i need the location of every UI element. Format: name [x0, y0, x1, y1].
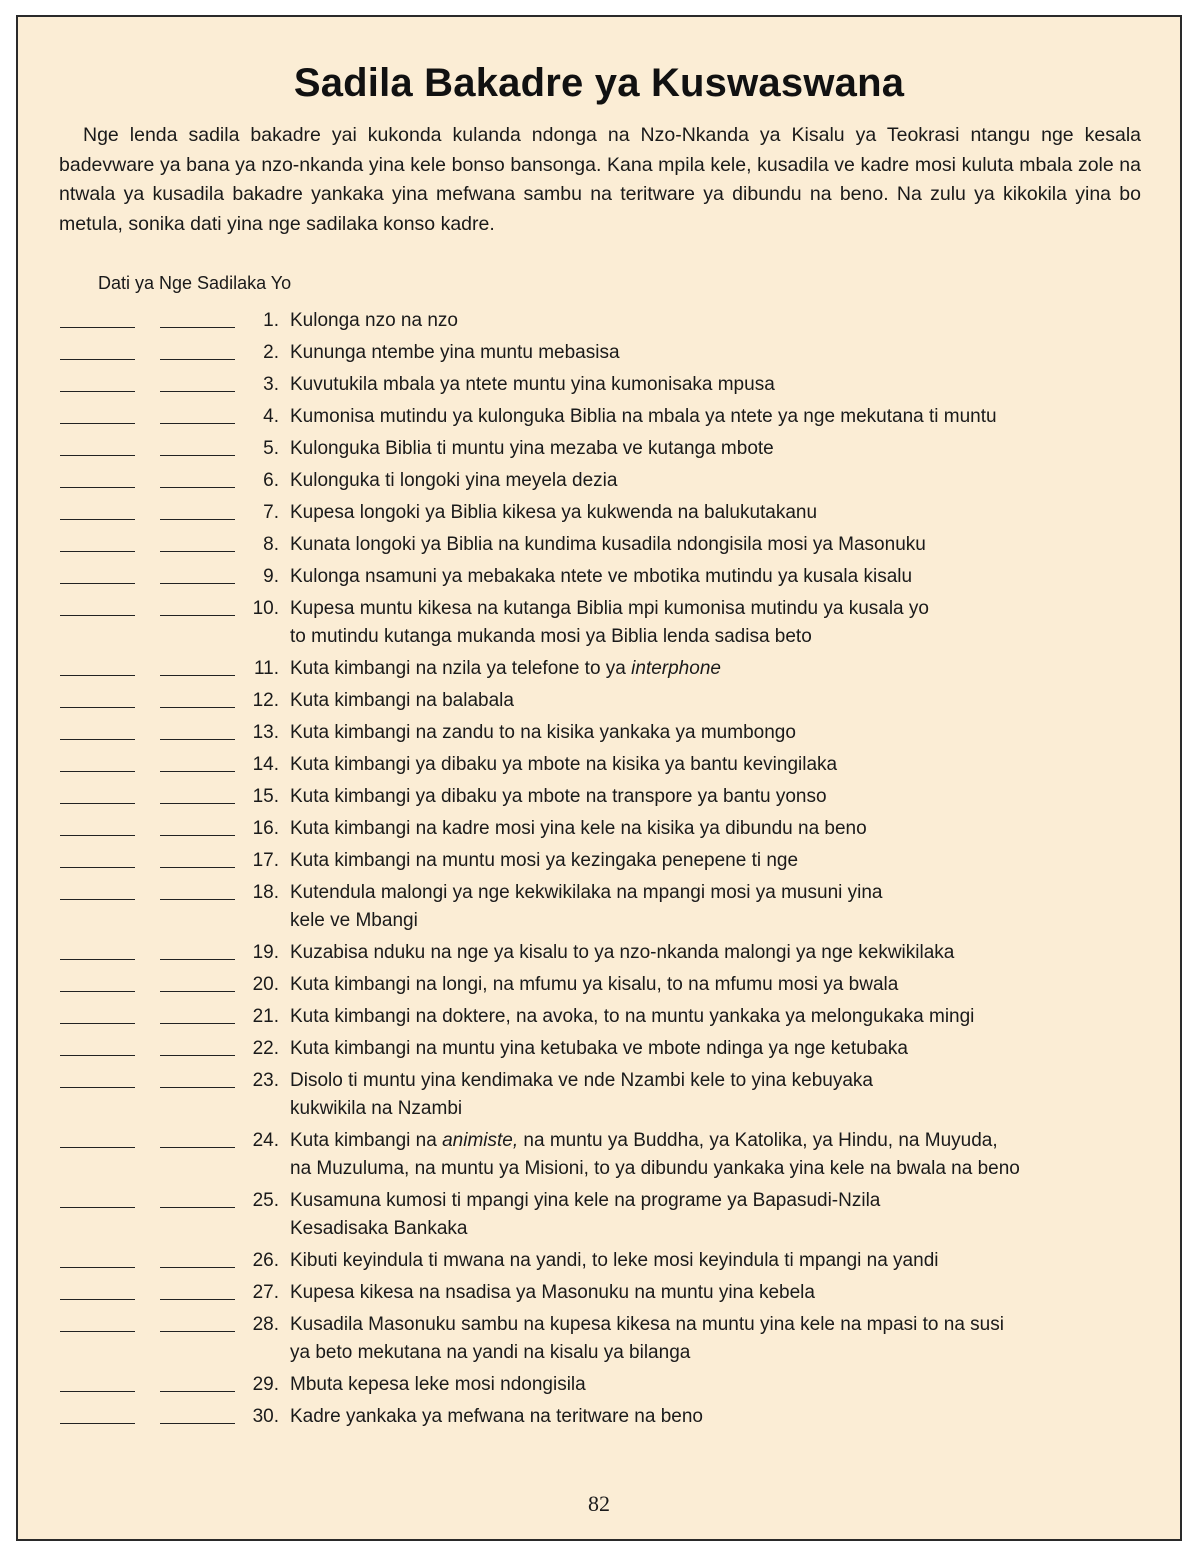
item-text — [290, 751, 1150, 779]
item-text-line: Kuta kimbangi na doktere, na avoka, to na muntu yankaka ya melongukaka mingi — [290, 1006, 975, 1027]
item-text — [290, 879, 1150, 935]
date-blank-1[interactable] — [60, 615, 135, 616]
item-text — [290, 687, 1150, 715]
date-blank-1[interactable] — [60, 867, 135, 868]
item-text — [290, 435, 1150, 463]
item-number: 12. — [252, 690, 279, 711]
item-text-line: Kuvutukila mbala ya ntete muntu yina kumonisaka mpusa — [290, 374, 775, 395]
date-blank-1[interactable] — [60, 1087, 135, 1088]
item-text-line: Kuta kimbangi na longi, na mfumu ya kisalu, to na mfumu mosi ya bwala — [290, 974, 899, 995]
date-blank-1[interactable] — [60, 423, 135, 424]
item-text-line: Kupesa muntu kikesa na kutanga Biblia mpi kumonisa mutindu ya kusala yo — [290, 598, 929, 619]
date-blank-1[interactable] — [60, 707, 135, 708]
item-text-line: Kuta kimbangi na kadre mosi yina kele na kisika ya dibundu na beno — [290, 818, 867, 839]
item-text-line: Kutendula malongi ya nge kekwikilaka na mpangi mosi ya musuni yina — [290, 882, 883, 903]
item-number: 14. — [252, 754, 279, 775]
date-blank-2[interactable] — [160, 867, 235, 868]
date-blank-1[interactable] — [60, 391, 135, 392]
date-blank-2[interactable] — [160, 1267, 235, 1268]
item-text — [290, 847, 1150, 875]
item-number: 3. — [263, 374, 279, 395]
date-blank-1[interactable] — [60, 803, 135, 804]
item-text-line-2: ya beto mekutana na yandi na kisalu ya bilanga — [290, 1342, 691, 1363]
item-number: 22. — [252, 1038, 279, 1059]
date-blank-2[interactable] — [160, 327, 235, 328]
item-number: 17. — [252, 850, 279, 871]
item-number: 1. — [263, 310, 279, 331]
item-text — [290, 971, 1150, 999]
item-text-line-2: to mutindu kutanga mukanda mosi ya Biblia lenda sadisa beto — [290, 626, 812, 647]
item-text-line: Kuta kimbangi ya dibaku ya mbote na transpore ya bantu yonso — [290, 786, 827, 807]
date-blank-2[interactable] — [160, 1087, 235, 1088]
item-text — [290, 1279, 1150, 1307]
item-text-continued: na muntu ya Buddha, ya Katolika, ya Hindu, na Muyuda, — [518, 1130, 998, 1151]
page-number: 82 — [588, 1491, 610, 1516]
item-text-line: Kuta kimbangi na — [290, 1130, 443, 1151]
item-text — [290, 1127, 1150, 1183]
date-blank-2[interactable] — [160, 519, 235, 520]
item-number: 20. — [252, 974, 279, 995]
item-text — [290, 499, 1150, 527]
date-blank-2[interactable] — [160, 1299, 235, 1300]
item-text — [290, 939, 1150, 967]
item-text — [290, 655, 1150, 683]
item-text-line: Kumonisa mutindu ya kulonguka Biblia na mbala ya ntete ya nge mekutana ti muntu — [290, 406, 997, 427]
item-text — [290, 563, 1150, 591]
date-blank-2[interactable] — [160, 1023, 235, 1024]
date-blank-2[interactable] — [160, 835, 235, 836]
item-text-line: Kusadila Masonuku sambu na kupesa kikesa na muntu yina kele na mpasi to na susi — [290, 1314, 1004, 1335]
item-number: 16. — [252, 818, 279, 839]
date-blank-2[interactable] — [160, 1147, 235, 1148]
item-text-line: Kupesa kikesa na nsadisa ya Masonuku na muntu yina kebela — [290, 1282, 815, 1303]
item-text — [290, 1403, 1150, 1431]
checklist — [18, 17, 1180, 1539]
item-number: 8. — [263, 534, 279, 555]
date-blank-2[interactable] — [160, 551, 235, 552]
item-text-line: Kibuti keyindula ti mwana na yandi, to leke mosi keyindula ti mpangi na yandi — [290, 1250, 939, 1271]
item-text — [290, 1067, 1150, 1123]
date-blank-1[interactable] — [60, 991, 135, 992]
date-blank-2[interactable] — [160, 423, 235, 424]
item-text — [290, 467, 1150, 495]
item-text — [290, 1311, 1150, 1367]
date-blank-1[interactable] — [60, 899, 135, 900]
item-text — [290, 371, 1150, 399]
item-text-line: Mbuta kepesa leke mosi ndongisila — [290, 1374, 586, 1395]
date-blank-1[interactable] — [60, 1023, 135, 1024]
item-text — [290, 783, 1150, 811]
date-blank-1[interactable] — [60, 959, 135, 960]
item-text — [290, 1003, 1150, 1031]
item-number: 30. — [252, 1406, 279, 1427]
item-text-line: Kuta kimbangi na nzila ya telefone to ya — [290, 658, 632, 679]
item-number: 6. — [263, 470, 279, 491]
item-text — [290, 1187, 1150, 1243]
item-number: 24. — [252, 1130, 279, 1151]
date-blank-2[interactable] — [160, 707, 235, 708]
date-blank-1[interactable] — [60, 1299, 135, 1300]
date-blank-1[interactable] — [60, 359, 135, 360]
item-text — [290, 595, 1150, 651]
item-number: 2. — [263, 342, 279, 363]
date-blank-2[interactable] — [160, 487, 235, 488]
item-number: 15. — [252, 786, 279, 807]
item-text — [290, 1035, 1150, 1063]
item-text-line: Kulonguka Biblia ti muntu yina mezaba ve kutanga mbote — [290, 438, 774, 459]
item-text — [290, 719, 1150, 747]
item-text-line: Kulonga nzo na nzo — [290, 310, 458, 331]
date-blank-1[interactable] — [60, 487, 135, 488]
date-blank-2[interactable] — [160, 1207, 235, 1208]
item-number: 13. — [252, 722, 279, 743]
date-blank-2[interactable] — [160, 959, 235, 960]
item-text-emphasis: interphone — [631, 658, 721, 679]
item-number: 5. — [263, 438, 279, 459]
item-text-line: Kulonga nsamuni ya mebakaka ntete ve mbotika mutindu ya kusala kisalu — [290, 566, 913, 587]
item-number: 10. — [252, 598, 279, 619]
item-number: 26. — [252, 1250, 279, 1271]
date-blank-2[interactable] — [160, 1391, 235, 1392]
item-text-line-2: kukwikila na Nzambi — [290, 1098, 463, 1119]
intro-paragraph: Nge lenda sadila bakadre yai kukonda kulanda ndonga na Nzo-Nkanda ya Kisalu ya Teokrasi ntangu nge kesala badevware ya bana ya nzo-nkanda yina kele bonso bansonga. Kana mpila kele, kusadila ve kadre mosi kuluta mbala zole na ntwala ya kusadila bakadre yankaka yina mefwana sambu na teritware ya dibundu na beno. Na zulu ya kikokila yina bo metula, sonika dati yina nge sadilaka konso kadre. — [59, 124, 1141, 235]
item-number: 21. — [252, 1006, 279, 1027]
item-text — [290, 307, 1150, 335]
item-number: 11. — [253, 658, 279, 679]
date-blank-1[interactable] — [60, 519, 135, 520]
date-blank-1[interactable] — [60, 1267, 135, 1268]
date-blank-2[interactable] — [160, 739, 235, 740]
date-blank-1[interactable] — [60, 583, 135, 584]
item-number: 28. — [252, 1314, 279, 1335]
item-text — [290, 1371, 1150, 1399]
item-text-line: Kununga ntembe yina muntu mebasisa — [290, 342, 620, 363]
date-blank-2[interactable] — [160, 455, 235, 456]
item-number: 29. — [252, 1374, 279, 1395]
date-blank-2[interactable] — [160, 1331, 235, 1332]
item-text-line: Kusamuna kumosi ti mpangi yina kele na programe ya Bapasudi-Nzila — [290, 1190, 881, 1211]
date-blank-2[interactable] — [160, 615, 235, 616]
date-blank-1[interactable] — [60, 1423, 135, 1424]
item-text-line: Kuta kimbangi na muntu mosi ya kezingaka penepene ti nge — [290, 850, 799, 871]
date-blank-2[interactable] — [160, 899, 235, 900]
date-blank-1[interactable] — [60, 771, 135, 772]
item-text — [290, 1247, 1150, 1275]
item-number: 7. — [263, 502, 279, 523]
item-text-line: Kulonguka ti longoki yina meyela dezia — [290, 470, 618, 491]
page-frame — [16, 15, 1182, 1541]
date-blank-2[interactable] — [160, 771, 235, 772]
date-blank-2[interactable] — [160, 1423, 235, 1424]
item-number: 25. — [252, 1190, 279, 1211]
page-title: Sadila Bakadre ya Kuswaswana — [293, 61, 905, 105]
item-number: 27. — [252, 1282, 279, 1303]
item-text-line: Kunata longoki ya Biblia na kundima kusadila ndongisila mosi ya Masonuku — [290, 534, 926, 555]
item-text-line: Kuzabisa nduku na nge ya kisalu to ya nzo-nkanda malongi ya nge kekwikilaka — [290, 942, 955, 963]
item-text-line-2: Kesadisaka Bankaka — [290, 1218, 468, 1239]
item-text — [290, 403, 1150, 431]
date-blank-1[interactable] — [60, 455, 135, 456]
date-blank-2[interactable] — [160, 391, 235, 392]
date-blank-1[interactable] — [60, 551, 135, 552]
date-blank-1[interactable] — [60, 675, 135, 676]
item-number: 4. — [263, 406, 279, 427]
date-blank-2[interactable] — [160, 991, 235, 992]
date-blank-2[interactable] — [160, 1055, 235, 1056]
date-blank-2[interactable] — [160, 803, 235, 804]
date-blank-1[interactable] — [60, 1055, 135, 1056]
item-text — [290, 339, 1150, 367]
item-number: 9. — [263, 566, 279, 587]
item-text-line-2: kele ve Mbangi — [290, 910, 418, 931]
date-blank-2[interactable] — [160, 675, 235, 676]
date-blank-2[interactable] — [160, 583, 235, 584]
item-text — [290, 815, 1150, 843]
item-text-line-2: na Muzuluma, na muntu ya Misioni, to ya dibundu yankaka yina kele na bwala na beno — [290, 1158, 1020, 1179]
item-number: 23. — [252, 1070, 279, 1091]
item-text-line: Kuta kimbangi na muntu yina ketubaka ve mbote ndinga ya nge ketubaka — [290, 1038, 908, 1059]
item-text-line: Kuta kimbangi na balabala — [290, 690, 514, 711]
date-blank-1[interactable] — [60, 1391, 135, 1392]
item-text — [290, 531, 1150, 559]
date-blank-1[interactable] — [60, 739, 135, 740]
item-text-line: Kuta kimbangi ya dibaku ya mbote na kisika ya bantu kevingilaka — [290, 754, 838, 775]
date-blank-1[interactable] — [60, 1331, 135, 1332]
date-blank-1[interactable] — [60, 835, 135, 836]
item-text-emphasis: animiste, — [442, 1130, 519, 1151]
item-text-line: Kadre yankaka ya mefwana na teritware na beno — [290, 1406, 703, 1427]
item-text-line: Kuta kimbangi na zandu to na kisika yankaka ya mumbongo — [290, 722, 796, 743]
date-blank-1[interactable] — [60, 1207, 135, 1208]
date-blank-2[interactable] — [160, 359, 235, 360]
item-number: 19. — [252, 942, 279, 963]
item-text-line: Kupesa longoki ya Biblia kikesa ya kukwenda na balukutakanu — [290, 502, 818, 523]
date-blank-1[interactable] — [60, 327, 135, 328]
dates-column-header: Dati ya Nge Sadilaka Yo — [98, 273, 292, 293]
date-blank-1[interactable] — [60, 1147, 135, 1148]
item-text-line: Disolo ti muntu yina kendimaka ve nde Nzambi kele to yina kebuyaka — [290, 1070, 873, 1091]
item-number: 18. — [252, 882, 279, 903]
